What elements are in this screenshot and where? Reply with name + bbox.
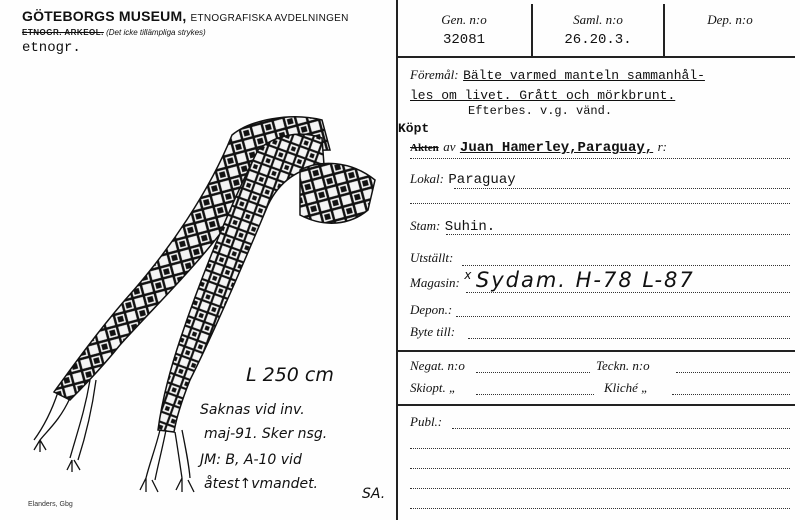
kliche-label: Kliché „: [604, 380, 649, 395]
lokal-line: [454, 188, 790, 189]
card-divider: [396, 0, 398, 520]
stam-value: Suhin.: [444, 219, 496, 235]
negat-label: Negat. n:o: [410, 358, 465, 373]
av-row: [410, 138, 667, 156]
stam-label: Stam:: [410, 218, 441, 233]
teckn-label: Teckn. n:o: [596, 358, 650, 373]
depon-line: [456, 316, 790, 317]
utstallt-line: [462, 265, 790, 266]
inventory-note-2: maj-91. Sker nsg.: [204, 426, 328, 442]
fringe-right-2: [175, 430, 194, 492]
stam-line: [446, 234, 790, 235]
length-annotation: L 250 cm: [246, 364, 334, 386]
depon-label: Depon.:: [410, 302, 453, 317]
av-label: av: [443, 139, 456, 154]
publ-line-1: [452, 428, 790, 429]
publ-line-2: [410, 448, 790, 449]
magasin-value: Sydam. H-78 L-87: [475, 268, 695, 292]
foremal-line-2: les om livet. Grått och mörkbrunt.: [410, 88, 676, 103]
belt-folded-end: [300, 163, 375, 223]
av-value: Juan Hamerley,Paraguay,: [459, 140, 654, 156]
lokal-value: Paraguay: [448, 172, 516, 188]
struck-options: ETNOGR. ARKEOL.: [22, 28, 104, 37]
magasin-row: [410, 268, 695, 292]
kliche-line: [672, 394, 790, 395]
publ-line-4: [410, 488, 790, 489]
gen-cell: [397, 4, 533, 56]
stam-row: [410, 217, 495, 235]
dep-cell: [665, 4, 795, 56]
av-suffix: r:: [657, 139, 667, 154]
lokal-line-2: [410, 203, 790, 204]
printer-imprint: Elanders, Gbg: [28, 501, 73, 508]
fringe-right-1: [140, 430, 166, 492]
foremal-label: Föremål:: [410, 67, 459, 82]
divider-1: [397, 350, 795, 352]
museum-name: GÖTEBORGS MUSEUM,: [22, 8, 187, 24]
inventory-note-1: Saknas vid inv.: [200, 402, 305, 418]
byte-line: [468, 338, 790, 339]
saml-cell: [533, 4, 665, 56]
saml-label: Saml. n:o: [573, 12, 623, 27]
dep-label: Dep. n:o: [707, 12, 753, 27]
initials: SA.: [362, 486, 386, 502]
department-name: ETNOGRAFISKA AVDELNINGEN: [190, 13, 349, 24]
byte-label: Byte till:: [410, 324, 456, 339]
struck-note: (Det icke tillämpliga strykes): [106, 28, 206, 37]
magasin-line: [466, 292, 790, 293]
saml-value: 26.20.3.: [564, 32, 632, 48]
foremal-row: [410, 66, 705, 84]
skiopt-label: Skiopt. „: [410, 380, 457, 395]
magasin-mark: x: [464, 268, 472, 282]
magasin-label: Magasin:: [410, 275, 460, 290]
divider-2: [397, 404, 795, 406]
gen-value: 32081: [442, 32, 485, 48]
foremal-line-1: Bälte varmed manteln sammanhål-: [463, 68, 705, 83]
gen-label: Gen. n:o: [441, 12, 487, 27]
fringe-left: [34, 392, 70, 452]
publ-line-3: [410, 468, 790, 469]
utstallt-label: Utställt:: [410, 250, 454, 265]
av-struck: Akten: [410, 142, 439, 154]
publ-line-5: [410, 508, 790, 509]
belt-drawing: [0, 0, 396, 520]
section-typed: etnogr.: [22, 40, 81, 56]
lokal-row: [410, 170, 516, 188]
teckn-line: [676, 372, 790, 373]
kopt-label: Köpt: [398, 121, 430, 136]
number-header: [397, 4, 795, 58]
skiopt-line: [476, 394, 594, 395]
publ-label: Publ.:: [410, 414, 443, 429]
av-line: [410, 158, 790, 159]
negat-line: [476, 372, 590, 373]
inventory-note-4: åtest↑vmandet.: [204, 476, 319, 492]
foremal-line-3: Efterbes. v.g. vänd.: [468, 104, 613, 118]
lokal-label: Lokal:: [410, 171, 444, 186]
inventory-note-3: JM: B, A-10 vid: [200, 452, 302, 468]
